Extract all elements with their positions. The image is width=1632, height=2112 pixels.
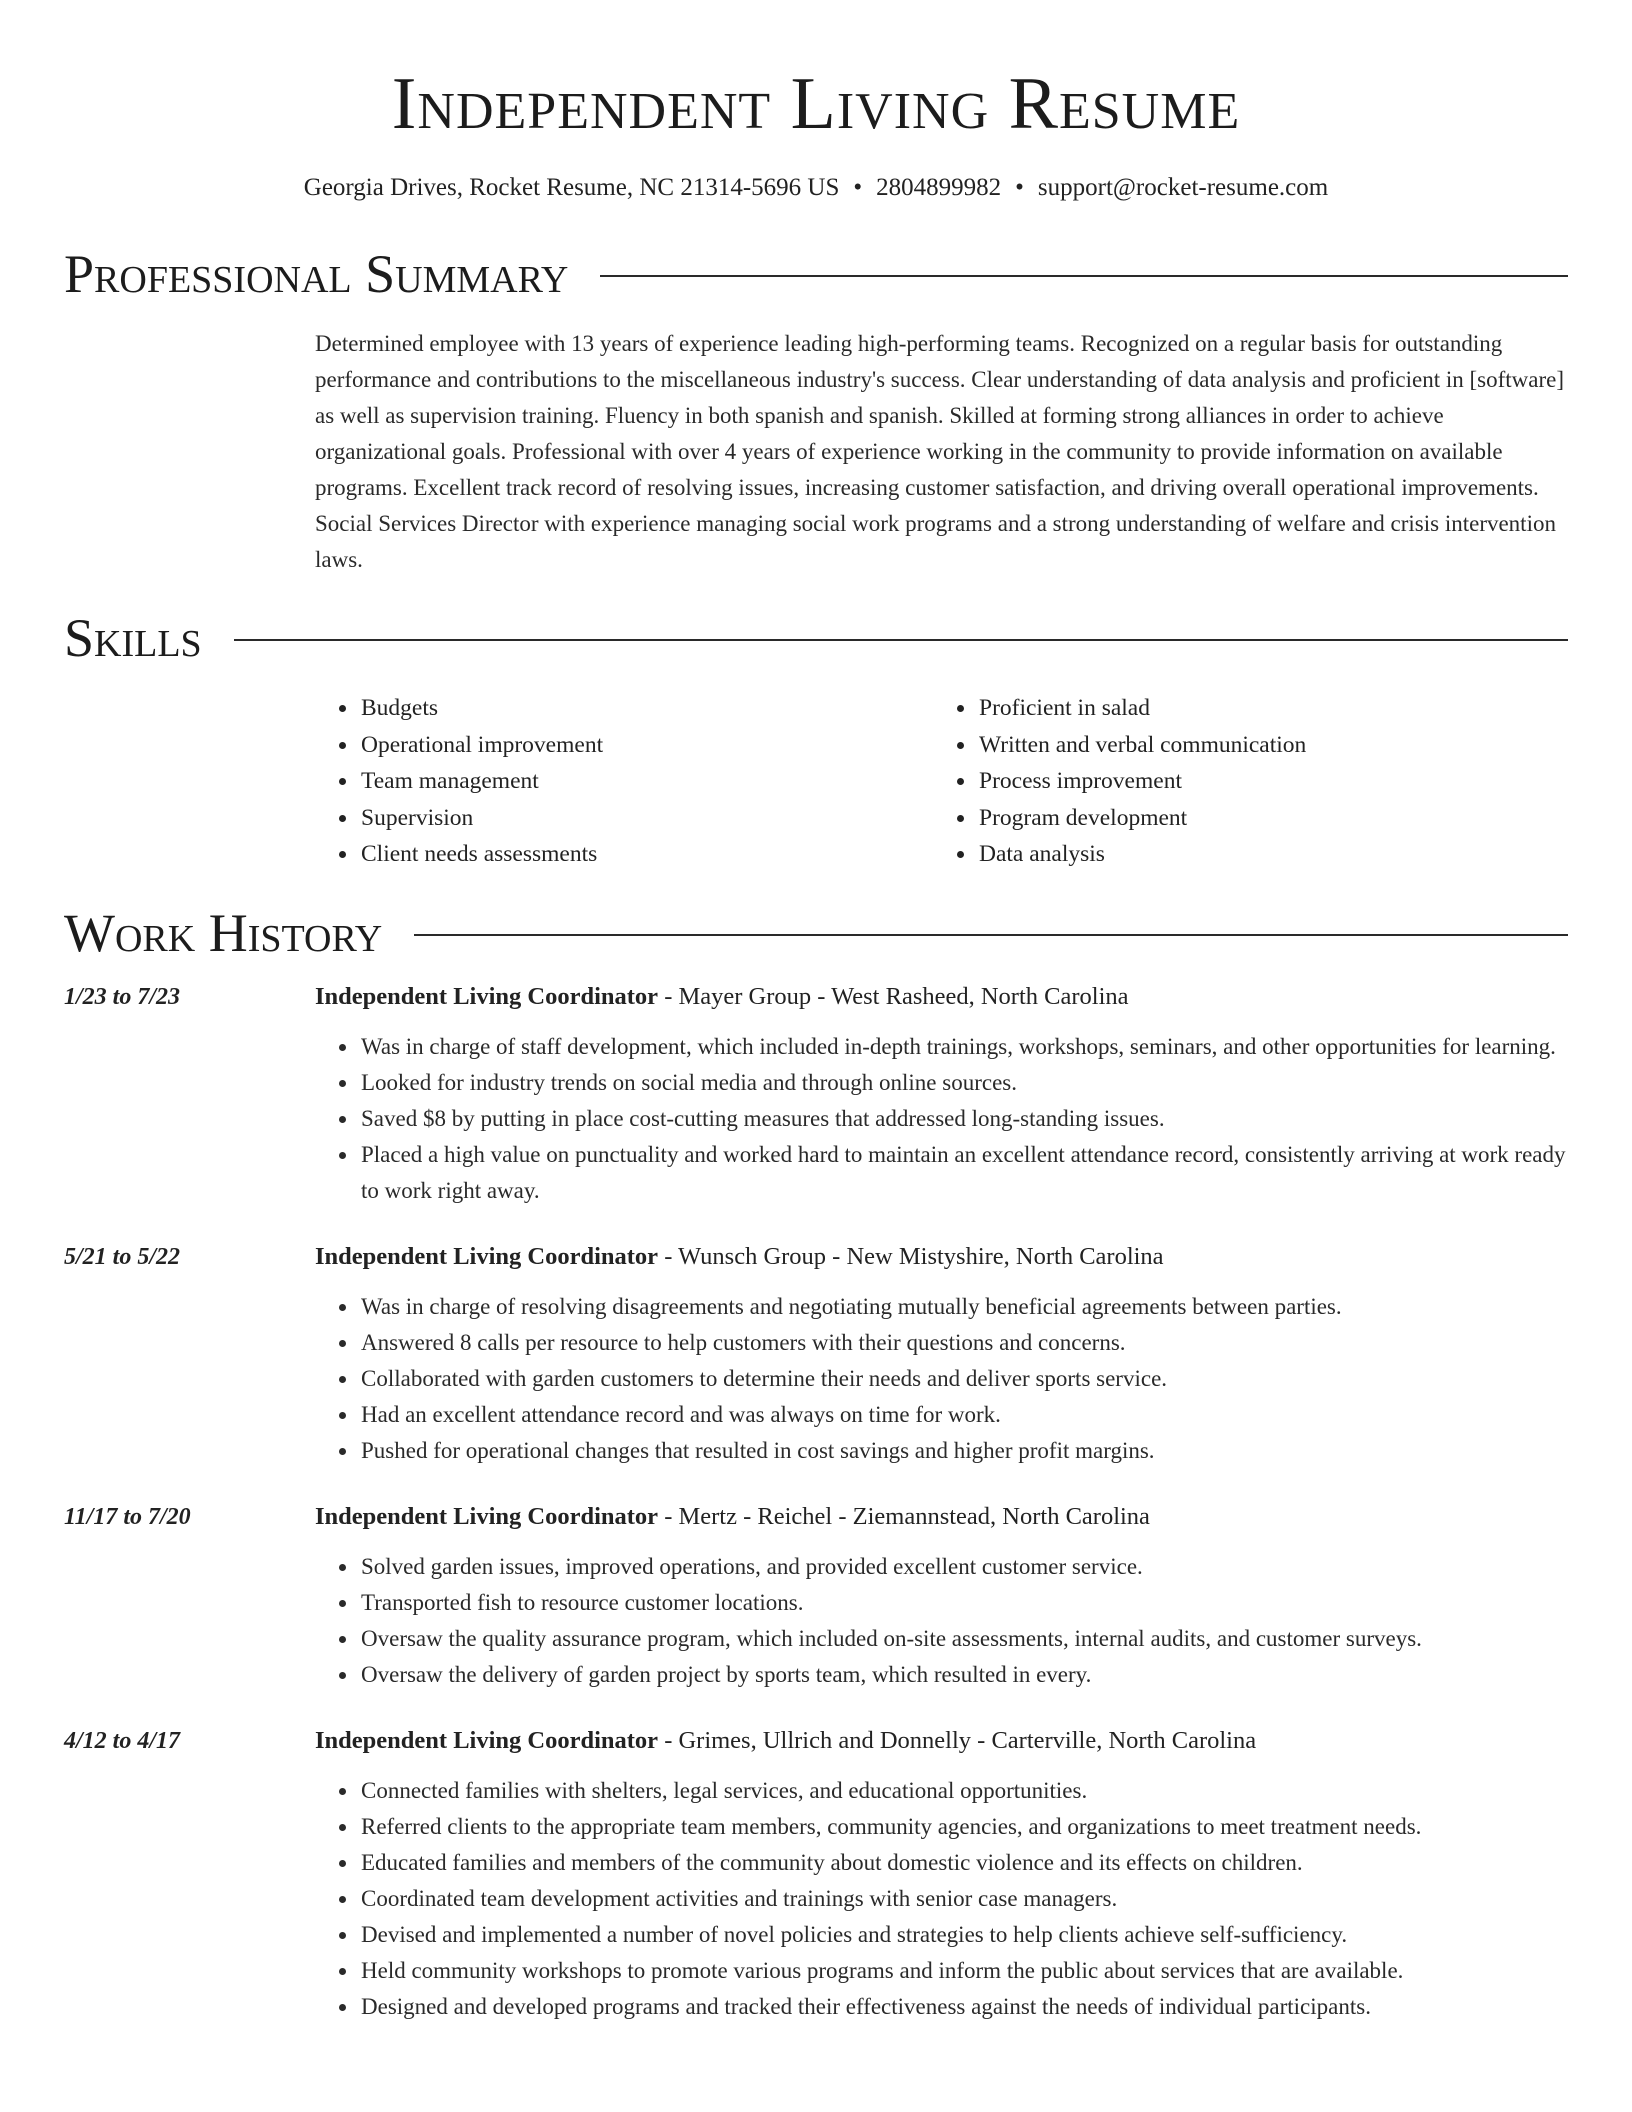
job-dates: 4/12 to 4/17	[64, 1727, 181, 1754]
skill-item: • Program development	[977, 800, 1551, 837]
job-entry	[64, 1501, 1568, 1693]
work-section-header	[64, 903, 1568, 963]
job-body	[315, 1241, 1568, 1469]
job-entry	[64, 1241, 1568, 1469]
skill-item: • Client needs assessments	[359, 836, 933, 873]
job-bullet: • Solved garden issues, improved operations, and provided excellent customer service.	[359, 1549, 1568, 1585]
skill-item: • Data analysis	[977, 836, 1551, 873]
skills-list	[315, 690, 1568, 873]
job-bullet: • Designed and developed programs and tracked their effectiveness against the needs of individual participants.	[359, 1989, 1568, 2025]
contact-address: Georgia Drives, Rocket Resume, NC 21314-5696 US	[303, 174, 840, 201]
job-bullet: • Coordinated team development activities and trainings with senior case managers.	[359, 1881, 1568, 1917]
job-dates: 5/21 to 5/22	[64, 1243, 181, 1270]
job-bullet: • Was in charge of staff development, which included in-depth trainings, workshops, seminars, and other opportunities for learning.	[359, 1029, 1568, 1065]
summary-section-title: Professional Summary	[64, 244, 569, 304]
job-bullet: • Placed a high value on punctuality and worked hard to maintain an excellent attendance record, consistently arriving at work ready to work right away.	[359, 1137, 1568, 1209]
job-heading	[315, 1501, 1568, 1533]
job-bullet: • Collaborated with garden customers to determine their needs and deliver sports service.	[359, 1361, 1568, 1397]
section-divider	[414, 934, 1568, 936]
skill-item: • Operational improvement	[359, 727, 933, 764]
job-bullets	[315, 1289, 1568, 1469]
skill-item: • Written and verbal communication	[977, 727, 1551, 764]
job-title: Independent Living Coordinator	[315, 1726, 659, 1754]
job-bullet: • Referred clients to the appropriate team members, community agencies, and organizations to meet treatment needs.	[359, 1809, 1568, 1845]
job-body	[315, 1725, 1568, 2025]
skills-column-right	[933, 690, 1551, 873]
work-history-list	[64, 981, 1568, 2025]
job-heading	[315, 1725, 1568, 1757]
job-bullets	[315, 1029, 1568, 1209]
job-bullet: • Transported fish to resource customer locations.	[359, 1585, 1568, 1621]
contact-separator: •	[1015, 174, 1024, 201]
job-heading	[315, 1241, 1568, 1273]
skill-item: • Budgets	[359, 690, 933, 727]
skill-item: • Supervision	[359, 800, 933, 837]
job-bullet: • Held community workshops to promote various programs and inform the public about services that are available.	[359, 1953, 1568, 1989]
contact-phone: 2804899982	[876, 174, 1002, 201]
job-entry	[64, 1725, 1568, 2025]
skills-section-header	[64, 608, 1568, 668]
section-divider	[600, 275, 1568, 277]
job-bullets	[315, 1773, 1568, 2025]
job-bullet: • Educated families and members of the community about domestic violence and its effects on children.	[359, 1845, 1568, 1881]
job-bullet: • Saved $8 by putting in place cost-cutting measures that addressed long-standing issues.	[359, 1101, 1568, 1137]
job-bullet: • Was in charge of resolving disagreements and negotiating mutually beneficial agreements between parties.	[359, 1289, 1568, 1325]
job-bullet: • Devised and implemented a number of novel policies and strategies to help clients achieve self-sufficiency.	[359, 1917, 1568, 1953]
summary-section-header	[64, 244, 1568, 304]
contact-separator: •	[853, 174, 863, 201]
job-bullet: • Answered 8 calls per resource to help customers with their questions and concerns.	[359, 1325, 1568, 1361]
summary-text: Determined employee with 13 years of experience leading high-performing teams. Recognized on a regular basis for outstanding performance and contributions to the miscellaneous industry's success. Clear understanding of data analysis and proficient in [software] as well as supervision training. Fluency in both spanish and spanish. Skilled at forming strong alliances in order to achieve organizational goals. Professional with over 4 years of experience working in the community to provide information on available programs. Excellent track record of resolving issues, increasing customer satisfaction, and driving overall operational improvements. Social Services Director with experience managing social work programs and a strong understanding of welfare and crisis intervention laws.	[315, 331, 1564, 572]
job-bullet: • Connected families with shelters, legal services, and educational opportunities.	[359, 1773, 1568, 1809]
skill-item: • Process improvement	[977, 763, 1551, 800]
skills-column-left	[315, 690, 933, 873]
job-entry	[64, 981, 1568, 1209]
job-bullet: • Oversaw the delivery of garden project by sports team, which resulted in every.	[359, 1657, 1568, 1693]
skills-section-title: Skills	[64, 608, 202, 668]
job-heading	[315, 981, 1568, 1013]
contact-email: support@rocket-resume.com	[1037, 174, 1329, 201]
job-body	[315, 981, 1568, 1209]
job-body	[315, 1501, 1568, 1693]
job-dates: 1/23 to 7/23	[64, 983, 181, 1010]
skill-item: • Proficient in salad	[977, 690, 1551, 727]
job-title: Independent Living Coordinator	[315, 982, 659, 1010]
resume-title: Independent Living Resume	[391, 63, 1241, 145]
job-bullet: • Oversaw the quality assurance program, which included on-site assessments, internal audits, and customer surveys.	[359, 1621, 1568, 1657]
contact-line	[64, 172, 1568, 204]
job-employer-location: - Wunsch Group - New Mistyshire, North Carolina	[658, 1242, 1164, 1270]
job-bullets	[315, 1549, 1568, 1693]
work-section-title: Work History	[64, 902, 383, 963]
job-employer-location: - Mertz - Reichel - Ziemannstead, North Carolina	[658, 1502, 1150, 1530]
job-title: Independent Living Coordinator	[315, 1242, 659, 1270]
section-divider	[234, 639, 1568, 641]
skill-item: • Team management	[359, 763, 933, 800]
job-dates: 11/17 to 7/20	[64, 1503, 191, 1530]
job-bullet: • Pushed for operational changes that resulted in cost savings and higher profit margins.	[359, 1433, 1568, 1469]
job-bullet: • Had an excellent attendance record and was always on time for work.	[359, 1397, 1568, 1433]
job-employer-location: - Mayer Group - West Rasheed, North Carolina	[658, 982, 1129, 1010]
job-employer-location: - Grimes, Ullrich and Donnelly - Carterville, North Carolina	[658, 1726, 1257, 1754]
job-title: Independent Living Coordinator	[315, 1502, 659, 1530]
job-bullet: • Looked for industry trends on social media and through online sources.	[359, 1065, 1568, 1101]
